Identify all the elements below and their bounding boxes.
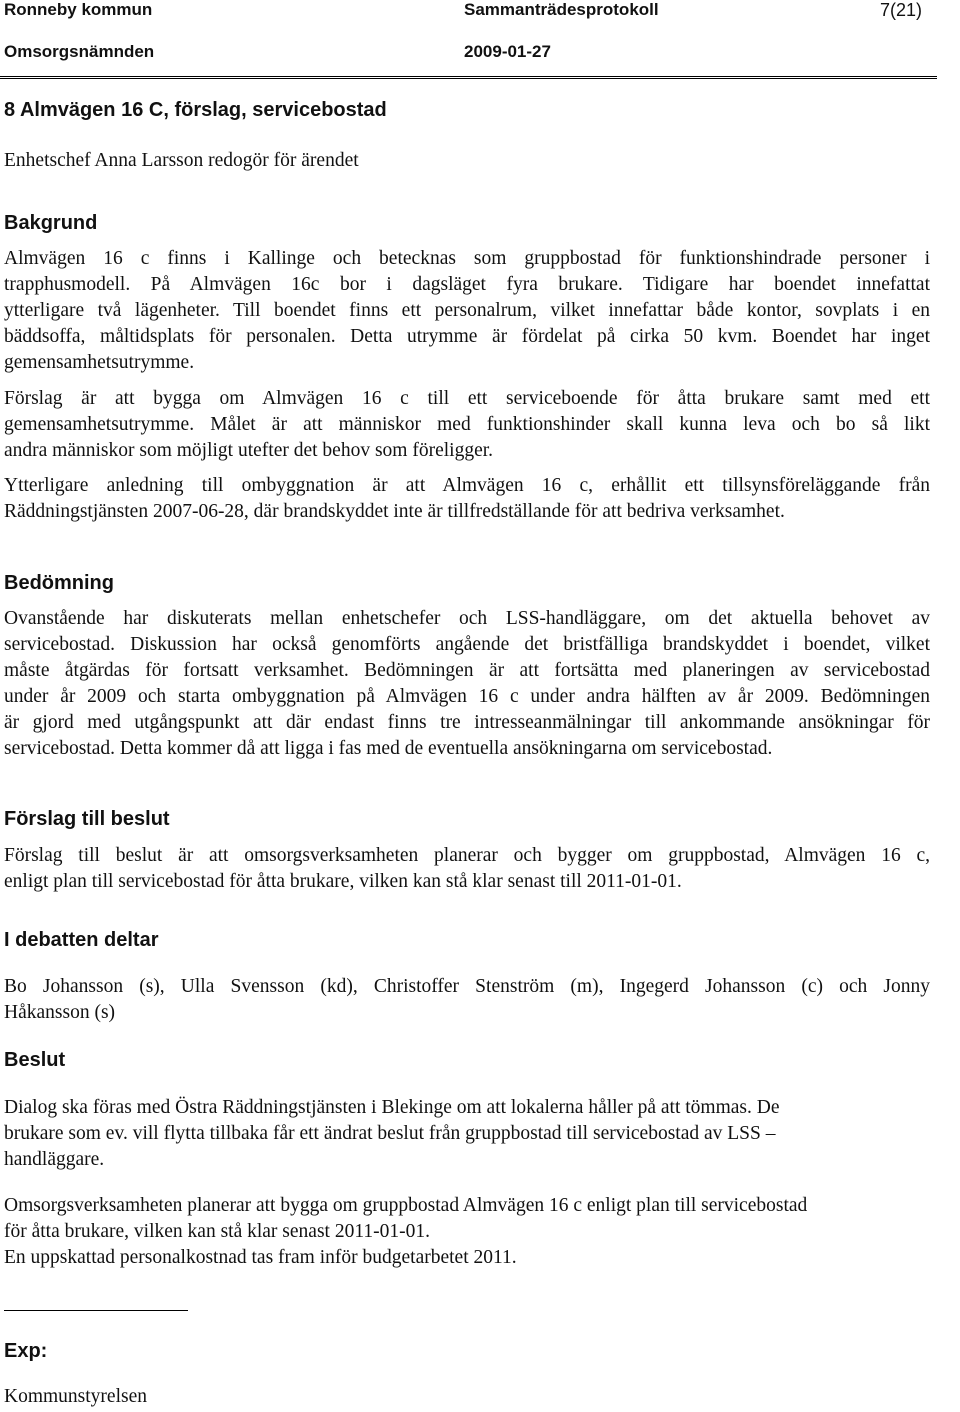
paragraph-line: servicebostad. Diskussion har också genomförts angående det bristfälliga brandskyddet i boendet, vilket (4, 634, 930, 655)
header-divider (0, 76, 937, 79)
heading-forslag-till-beslut: Förslag till beslut (4, 808, 170, 830)
paragraph-line: ytterligare två lägenheter. Till boendet finns ett personalrum, vilket innefattar både kontor, sovplats i en (4, 300, 930, 321)
heading-debatten: I debatten deltar (4, 929, 159, 951)
paragraph-line: andra människor som möjligt utefter det behov som föreligger. (4, 440, 494, 461)
paragraph-line: måste åtgärdas för fortsatt verksamhet. Bedömningen är att fortsätta med planeringen av servicebostad (4, 660, 930, 681)
paragraph-line: är gjord med utgångspunkt att där endast finns tre intresseanmälningar till ankommande ansökningar för (4, 712, 930, 733)
signature-line (4, 1310, 188, 1311)
debatt-paragraph-1 (4, 974, 930, 1026)
bakgrund-paragraph-1 (4, 246, 930, 376)
recipient-line: Kommunstyrelsen (4, 1386, 147, 1407)
forslag-paragraph-1 (4, 843, 930, 895)
paragraph-line: Bo Johansson (s), Ulla Svensson (kd), Christoffer Stenström (m), Ingegerd Johansson (c) och Jonny (4, 976, 930, 997)
heading-bedomning: Bedömning (4, 572, 114, 594)
paragraph-line: gemensamhetsutrymme. Målet är att människor med funktionshinder skall kunna leva och bo så likt (4, 414, 930, 435)
header-committee: Omsorgsnämnden (4, 42, 155, 61)
paragraph-line: Almvägen 16 c finns i Kallinge och betecknas som gruppbostad för funktionshindrade personer i (4, 248, 930, 269)
expedition-recipient (4, 1384, 930, 1410)
paragraph-line: bäddsoffa, måltidsplats för personalen. Detta utrymme är fördelat på cirka 50 kvm. Boendet har inget (4, 326, 930, 347)
intro-line: Enhetschef Anna Larsson redogör för ärendet (4, 150, 359, 171)
beslut-paragraph-1 (4, 1095, 930, 1173)
paragraph-line: Ovanstående har diskuterats mellan enhetschefer och LSS-handläggare, om det aktuella behovet av (4, 608, 930, 629)
paragraph-line: enligt plan till servicebostad för åtta brukare, vilken kan stå klar senast till 2011-01-01. (4, 871, 682, 892)
item-intro (4, 148, 930, 174)
header-page-number: 7(21) (880, 0, 923, 20)
beslut-paragraph-2 (4, 1193, 930, 1271)
paragraph-line: En uppskattad personalkostnad tas fram inför budgetarbetet 2011. (4, 1247, 517, 1268)
paragraph-line: brukare som ev. vill flytta tillbaka får ett ändrat beslut från gruppbostad till servicebostad av LSS – (4, 1123, 776, 1144)
header-document-type: Sammanträdesprotokoll (464, 0, 659, 19)
paragraph-line: Omsorgsverksamheten planerar att bygga om gruppbostad Almvägen 16 c enligt plan till servicebostad (4, 1195, 808, 1216)
paragraph-line: trapphusmodell. På Almvägen 16c bor i dagsläget fyra brukare. Tidigare har boendet innefattat (4, 274, 930, 295)
paragraph-line: Förslag är att bygga om Almvägen 16 c till ett serviceboende för åtta brukare samt med ett (4, 388, 930, 409)
paragraph-line: servicebostad. Detta kommer då att ligga i fas med de eventuella ansökningarna om servicebostad. (4, 738, 773, 759)
heading-beslut: Beslut (4, 1049, 66, 1071)
bakgrund-paragraph-3 (4, 473, 930, 525)
bakgrund-paragraph-2 (4, 386, 930, 464)
header-organization: Ronneby kommun (4, 0, 153, 19)
paragraph-line: under år 2009 och starta ombyggnation på Almvägen 16 c under andra hälften av år 2009. Bedömningen (4, 686, 930, 707)
paragraph-line: för åtta brukare, vilken kan stå klar senast 2011-01-01. (4, 1221, 430, 1242)
expedition-label: Exp: (4, 1340, 48, 1362)
header-date: 2009-01-27 (464, 42, 551, 61)
paragraph-line: Ytterligare anledning till ombyggnation är att Almvägen 16 c, erhållit ett tillsynsföreläggande från (4, 475, 930, 496)
paragraph-line: handläggare. (4, 1149, 105, 1170)
item-title: 8 Almvägen 16 C, förslag, servicebostad (4, 99, 387, 121)
paragraph-line: Håkansson (s) (4, 1002, 116, 1023)
heading-bakgrund: Bakgrund (4, 212, 98, 234)
paragraph-line: Räddningstjänsten 2007-06-28, där brandskyddet inte är tillfredställande för att bedriva verksamhet. (4, 501, 785, 522)
paragraph-line: Dialog ska föras med Östra Räddningstjänsten i Blekinge om att lokalerna håller på att tömmas. De (4, 1097, 780, 1118)
paragraph-line: Förslag till beslut är att omsorgsverksamheten planerar och bygger om gruppbostad, Almvägen 16 c, (4, 845, 930, 866)
paragraph-line: gemensamhetsutrymme. (4, 352, 195, 373)
bedomning-paragraph-1 (4, 606, 930, 762)
